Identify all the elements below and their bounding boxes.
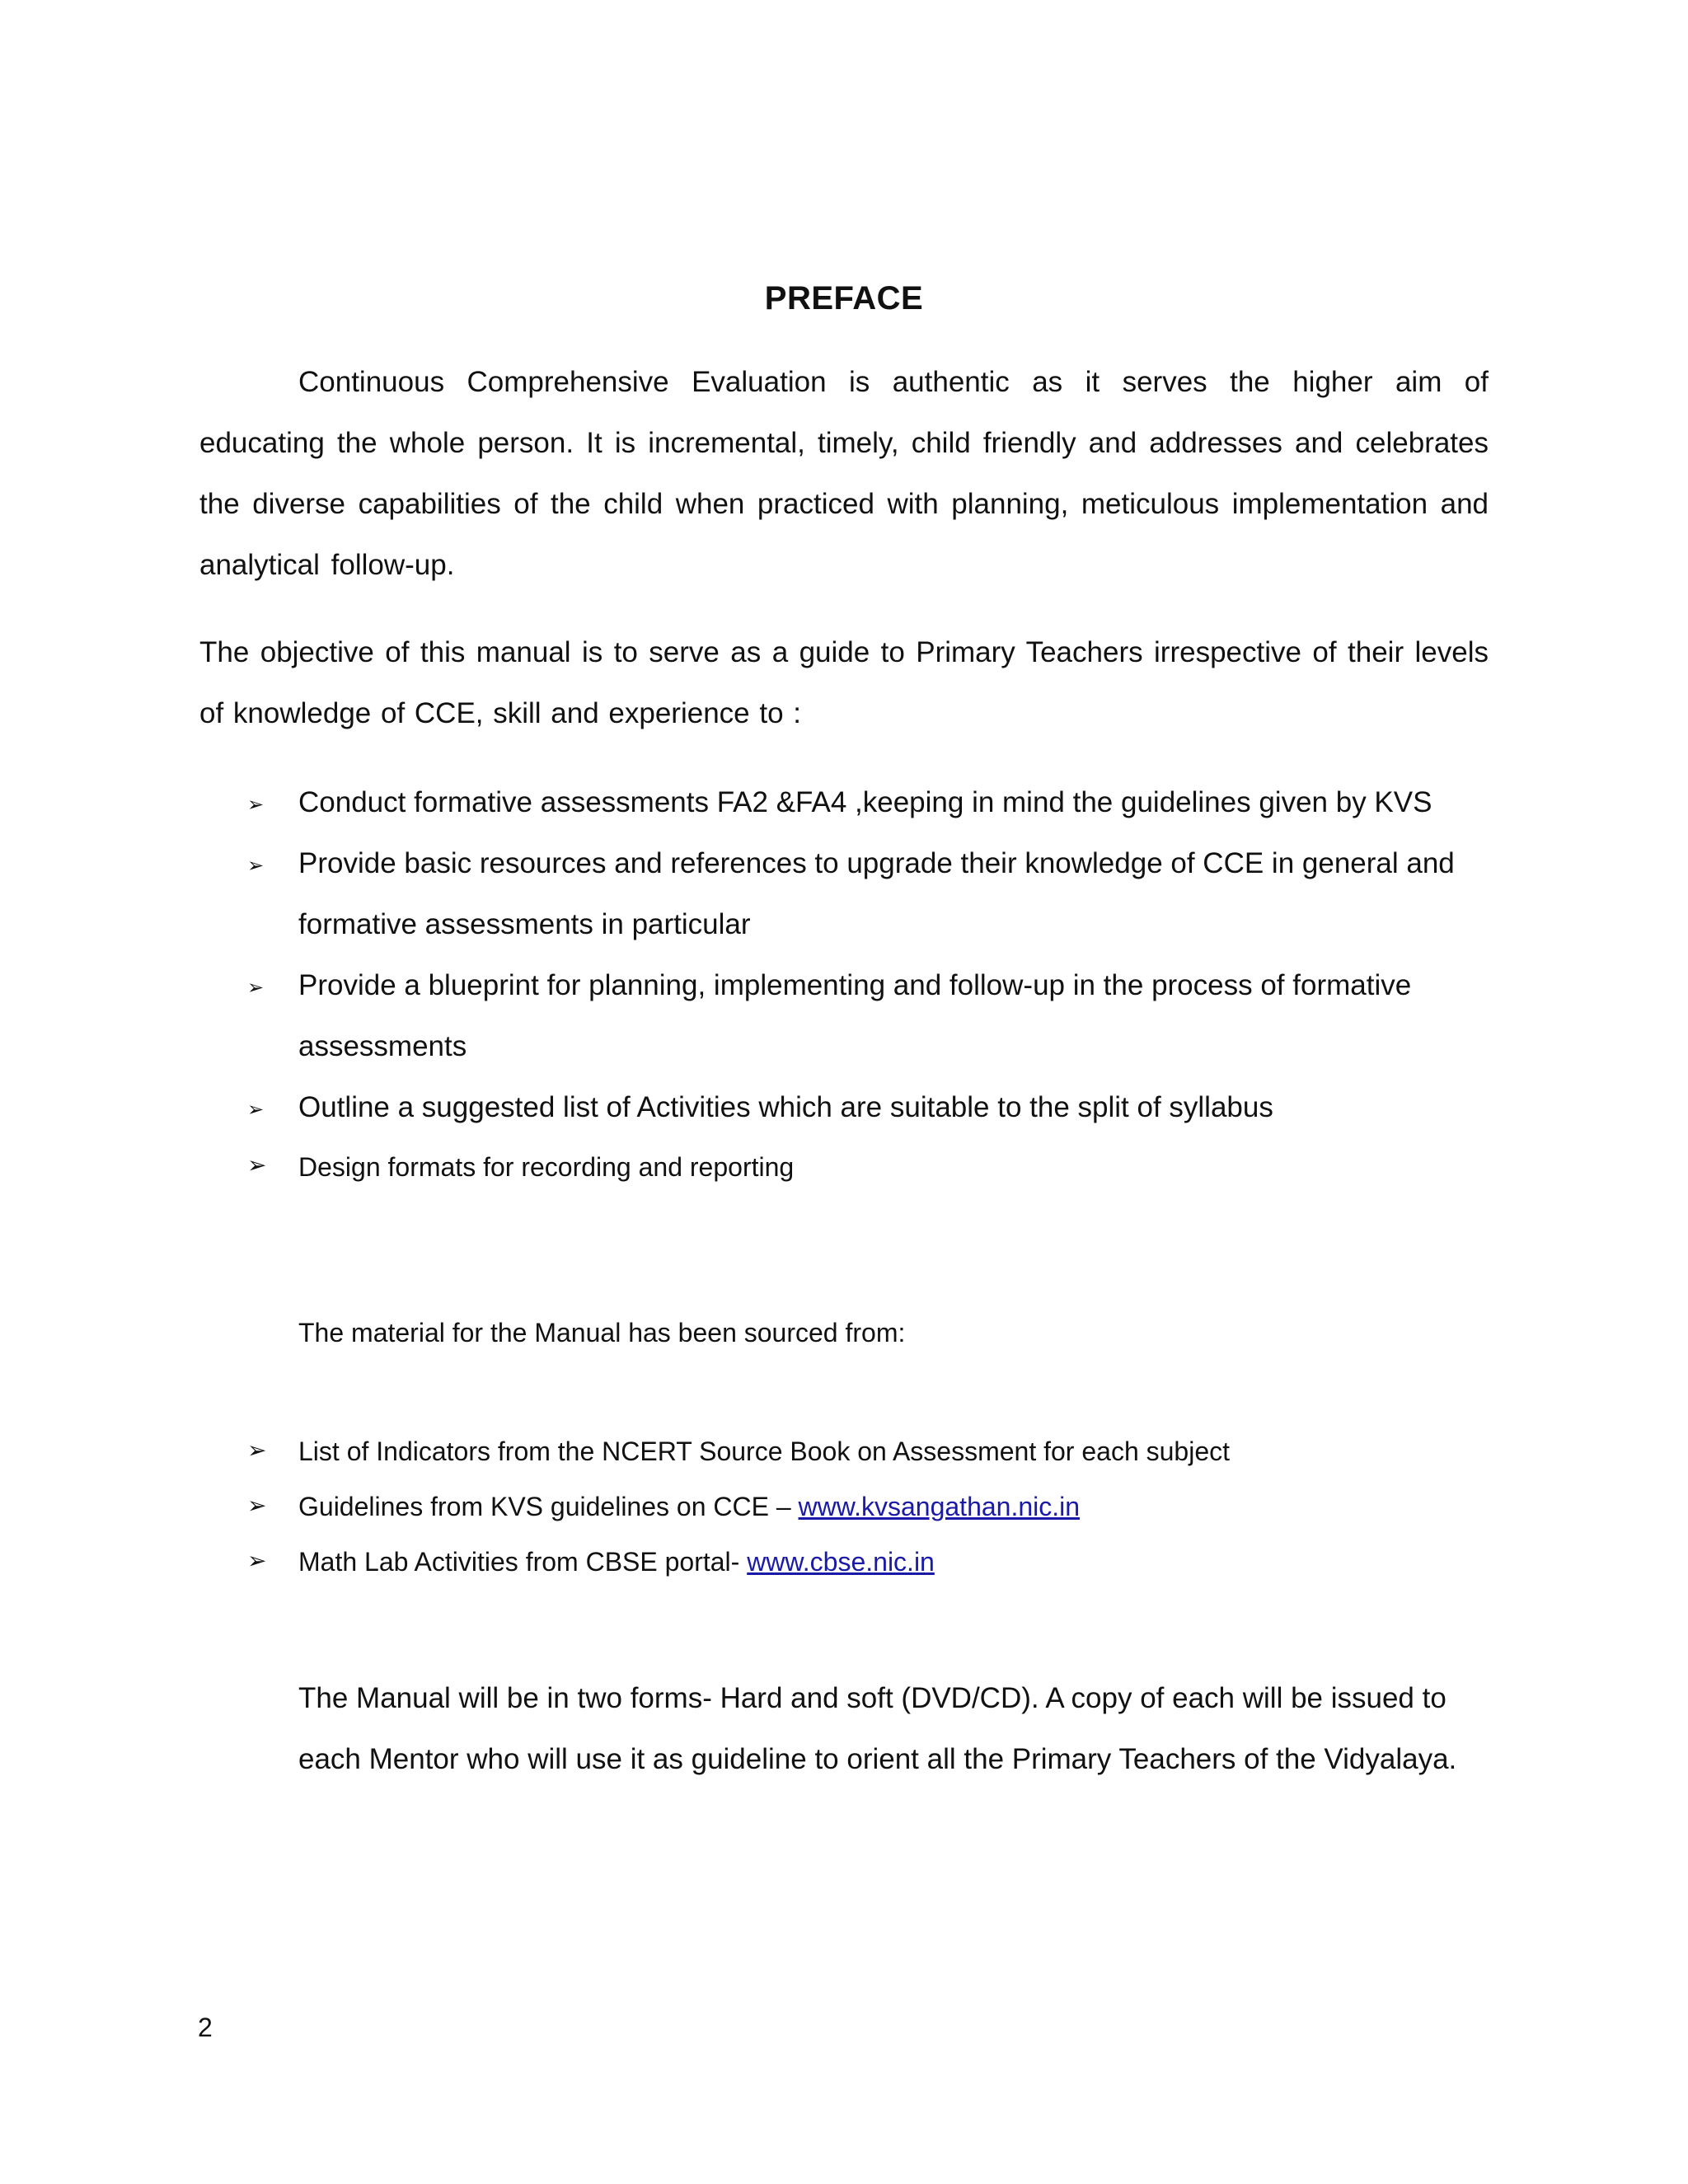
arrow-bullet-icon: ➢ [247, 1547, 267, 1574]
list-item-text: List of Indicators from the NCERT Source Book on Assessment for each subject [298, 1436, 1231, 1466]
list-item-text: Provide basic resources and references to upgrade their knowledge of CCE in general and formative assessments in particular [298, 847, 1455, 940]
list-item [247, 1535, 1484, 1590]
list-item [247, 1141, 1484, 1193]
list-item-text: Design formats for recording and reporting [298, 1152, 795, 1182]
list-item [247, 1479, 1484, 1535]
list-item [247, 1424, 1484, 1479]
arrow-bullet-icon: ➢ [247, 1098, 265, 1121]
list-item-text: Conduct formative assessments FA2 &FA4 ,keeping in mind the guidelines given by KVS [298, 786, 1432, 818]
list-item-text: Provide a blueprint for planning, implementing and follow-up in the process of formative assessments [298, 969, 1412, 1062]
list-item-text: Outline a suggested list of Activities which are suitable to the split of syllabus [298, 1091, 1273, 1123]
source-note: The material for the Manual has been sourced from: [298, 1318, 906, 1347]
list-item [247, 833, 1484, 955]
objectives-list [247, 772, 1484, 1193]
objective-paragraph: The objective of this manual is to serve as a guide to Primary Teachers irrespective of their levels of knowledge of CCE, skill and experience to : [199, 636, 1489, 729]
closing-paragraph: The Manual will be in two forms- Hard and soft (DVD/CD). A copy of each will be issued to each Mentor who will use it as guideline to orient all the Primary Teachers of the Vidyalaya. [298, 1682, 1457, 1775]
arrow-bullet-icon: ➢ [247, 854, 265, 877]
arrow-bullet-icon: ➢ [247, 976, 265, 999]
kvs-website-link[interactable]: www.kvsangathan.nic.in [798, 1492, 1081, 1521]
sources-list [247, 1424, 1484, 1590]
list-item [247, 955, 1484, 1077]
list-item-text: Guidelines from KVS guidelines on CCE – [298, 1492, 799, 1521]
cbse-website-link[interactable]: www.cbse.nic.in [747, 1547, 935, 1577]
list-item [247, 772, 1484, 833]
list-item [247, 1077, 1484, 1138]
arrow-bullet-icon: ➢ [247, 1492, 267, 1519]
page-title: PREFACE [764, 280, 924, 316]
list-item-text: Math Lab Activities from CBSE portal- [298, 1547, 748, 1577]
intro-paragraph: Continuous Comprehensive Evaluation is authentic as it serves the higher aim of educating the whole person. It is incremental, timely, child friendly and addresses and celebrates the diverse capabilities of the child when practiced with planning, meticulous implementation and analytical follow-up. [199, 366, 1489, 581]
arrow-bullet-icon: ➢ [247, 793, 265, 816]
page-number: 2 [198, 2013, 213, 2042]
arrow-bullet-icon: ➢ [247, 1151, 267, 1179]
arrow-bullet-icon: ➢ [247, 1436, 267, 1464]
